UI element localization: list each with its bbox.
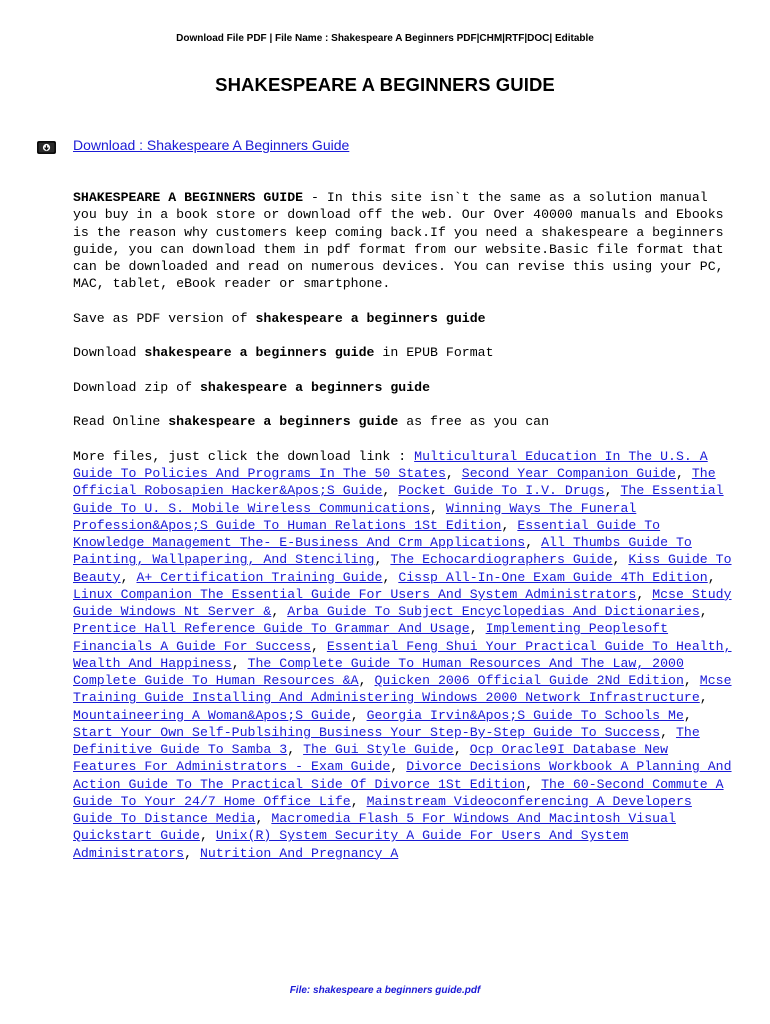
more-file-link[interactable]: Mcse Study Guide Windows Nt Server &	[73, 586, 732, 619]
option-download-zip	[73, 379, 733, 396]
more-file-link[interactable]: Georgia Irvin&Apos;S Guide To Schools Me	[366, 707, 684, 723]
more-file-link[interactable]: Implementing Peoplesoft Financials A Guide For Success	[73, 621, 669, 654]
option-bold: shakespeare a beginners guide	[168, 414, 399, 430]
more-file-link[interactable]: Nutrition And Pregnancy A	[199, 845, 399, 861]
more-files-paragraph	[73, 448, 733, 862]
more-file-link[interactable]: The Echocardiographers Guide	[390, 552, 613, 568]
more-file-link[interactable]: Winning Ways The Funeral Profession&Apos;S Guide To Human Relations 1St Edition	[73, 500, 637, 533]
more-file-link[interactable]: Divorce Decisions Workbook A Planning And Action Guide To The Practical Side Of Divorce 1St Edition	[73, 759, 732, 792]
page-title: SHAKESPEARE A BEGINNERS GUIDE	[215, 74, 555, 95]
content-body	[73, 189, 733, 879]
download-link[interactable]: Download : Shakespeare A Beginners Guide	[73, 137, 350, 153]
more-file-link[interactable]: Mcse Training Guide Installing And Administering Windows 2000 Network Infrastructure	[73, 673, 732, 706]
more-file-link[interactable]: All Thumbs Guide To Painting, Wallpapering, And Stenciling	[73, 535, 692, 568]
more-file-link[interactable]: Kiss Guide To Beauty	[73, 552, 732, 585]
more-file-link[interactable]: Unix(R) System Security A Guide For Users And System Administrators	[73, 828, 629, 861]
more-file-link[interactable]: Mountaineering A Woman&Apos;S Guide	[73, 707, 351, 723]
option-save-pdf	[73, 310, 733, 327]
footer-file-name: File: shakespeare a beginners guide.pdf	[289, 985, 481, 996]
option-bold: shakespeare a beginners guide	[144, 345, 375, 361]
option-text: Read Online	[73, 414, 169, 430]
more-files-intro: More files, just click the download link :	[73, 448, 415, 464]
intro-paragraph	[73, 189, 733, 293]
option-bold: shakespeare a beginners guide	[199, 379, 431, 395]
option-download-epub	[73, 344, 733, 361]
more-file-link[interactable]: Linux Companion The Essential Guide For Users And System Administrators	[73, 586, 637, 602]
more-file-link[interactable]: Cissp All-In-One Exam Guide 4Th Edition	[398, 569, 708, 585]
more-file-link[interactable]: Prentice Hall Reference Guide To Grammar And Usage	[73, 621, 470, 637]
more-file-link[interactable]: Ocp Oracle9I Database New Features For Administrators - Exam Guide	[73, 742, 669, 775]
more-file-link[interactable]: The Complete Guide To Human Resources And The Law, 2000 Complete Guide To Human Resources &A	[73, 655, 684, 688]
more-file-link[interactable]: Start Your Own Self-Publsihing Business Your Step-By-Step Guide To Success	[73, 724, 661, 740]
more-file-link[interactable]: Essential Guide To Knowledge Management The- E-Business And Crm Applications	[73, 517, 661, 550]
download-icon[interactable]	[37, 141, 56, 154]
intro-bold-lead: SHAKESPEARE A BEGINNERS GUIDE	[73, 190, 304, 205]
more-file-link[interactable]: Quicken 2006 Official Guide 2Nd Edition	[374, 673, 684, 688]
more-file-link[interactable]: The 60-Second Commute A Guide To Your 24/7 Home Office Life	[73, 776, 724, 809]
option-text: in EPUB Format	[374, 345, 494, 361]
more-file-link[interactable]: The Definitive Guide To Samba 3	[73, 724, 700, 757]
intro-text: - In this site isn`t the same as a solution manual you buy in a book store or download off the web. Our Over 40000 manuals and Ebooks is the reason why customers keep coming back.If you need a shakespeare a beginners guide, you can download them in pdf format from our website.Basic file format that can be downloaded and read on numerous devices. You can revise this using your PC, MAC, tablet, eBook reader or smartphone.	[73, 190, 724, 292]
option-text: as free as you can	[398, 414, 550, 430]
option-text: Save as PDF version of	[73, 310, 256, 326]
option-bold: shakespeare a beginners guide	[255, 310, 486, 326]
more-file-link[interactable]: The Gui Style Guide	[303, 742, 454, 757]
top-file-info: Download File PDF | File Name : Shakespeare A Beginners PDF|CHM|RTF|DOC| Editable	[176, 33, 594, 44]
more-file-link[interactable]: The Essential Guide To U. S. Mobile Wireless Communications	[73, 483, 724, 516]
more-file-link[interactable]: Macromedia Flash 5 For Windows And Macintosh Visual Quickstart Guide	[73, 811, 676, 844]
more-file-link[interactable]: Arba Guide To Subject Encyclopedias And Dictionaries	[287, 604, 700, 619]
option-text: Download	[73, 345, 145, 361]
more-file-link[interactable]: Pocket Guide To I.V. Drugs	[398, 483, 605, 499]
more-files-links: Multicultural Education In The U.S. A Guide To Policies And Programs In The 50 States, Second Year Companion Guide, The Official Robosapien Hacker&Apos;S Guide, Pocket Guide To I.V. Drugs, The Essential Guide To U. S. Mobile Wireless Communications, Winning Ways The Funeral Profession&Apos;S Guide To Human Relations 1St Edition, Essential Guide To Knowledge Management The- E-Business And Crm Applications, All Thumbs Guide To Painting, Wallpapering, And Stenciling, The Echocardiographers Guide, Kiss Guide To Beauty, A+ Certification Training Guide, Cissp All-In-One Exam Guide 4Th Edition, Linux Companion The Essential Guide For Users And System Administrators, Mcse Study Guide Windows Nt Server &, Arba Guide To Subject Encyclopedias And Dictionaries, Prentice Hall Reference Guide To Grammar And Usage, Implementing Peoplesoft Financials A Guide For Success, Essential Feng Shui Your Practical Guide To Health, Wealth And Happiness, The Complete Guide To Human Resources And The Law, 2000 Complete Guide To Human Resources &A, Quicken 2006 Official Guide 2Nd Edition, Mcse Training Guide Installing And Administering Windows 2000 Network Infrastructure, Mountaineering A Woman&Apos;S Guide, Georgia Irvin&Apos;S Guide To Schools Me, Start Your Own Self-Publsihing Business Your Step-By-Step Guide To Success, The Definitive Guide To Samba 3, The Gui Style Guide, Ocp Oracle9I Database New Features For Administrators - Exam Guide, Divorce Decisions Workbook A Planning And Action Guide To The Practical Side Of Divorce 1St Edition, The 60-Second Commute A Guide To Your 24/7 Home Office Life, Mainstream Videoconferencing A Developers Guide To Distance Media, Macromedia Flash 5 For Windows And Macintosh Visual Quickstart Guide, Unix(R) System Security A Guide For Users And System Administrators, Nutrition And Pregnancy A	[73, 448, 732, 861]
option-read-online	[73, 413, 733, 430]
more-file-link[interactable]: Multicultural Education In The U.S. A Guide To Policies And Programs In The 50 States	[73, 448, 708, 481]
option-text: Download zip of	[73, 379, 200, 395]
more-file-link[interactable]: The Official Robosapien Hacker&Apos;S Guide	[73, 466, 716, 499]
more-file-link[interactable]: Second Year Companion Guide	[461, 466, 676, 481]
more-file-link[interactable]: A+ Certification Training Guide	[136, 569, 383, 585]
more-file-link[interactable]: Essential Feng Shui Your Practical Guide To Health, Wealth And Happiness	[73, 638, 732, 671]
more-file-link[interactable]: Mainstream Videoconferencing A Developers Guide To Distance Media	[73, 793, 692, 826]
